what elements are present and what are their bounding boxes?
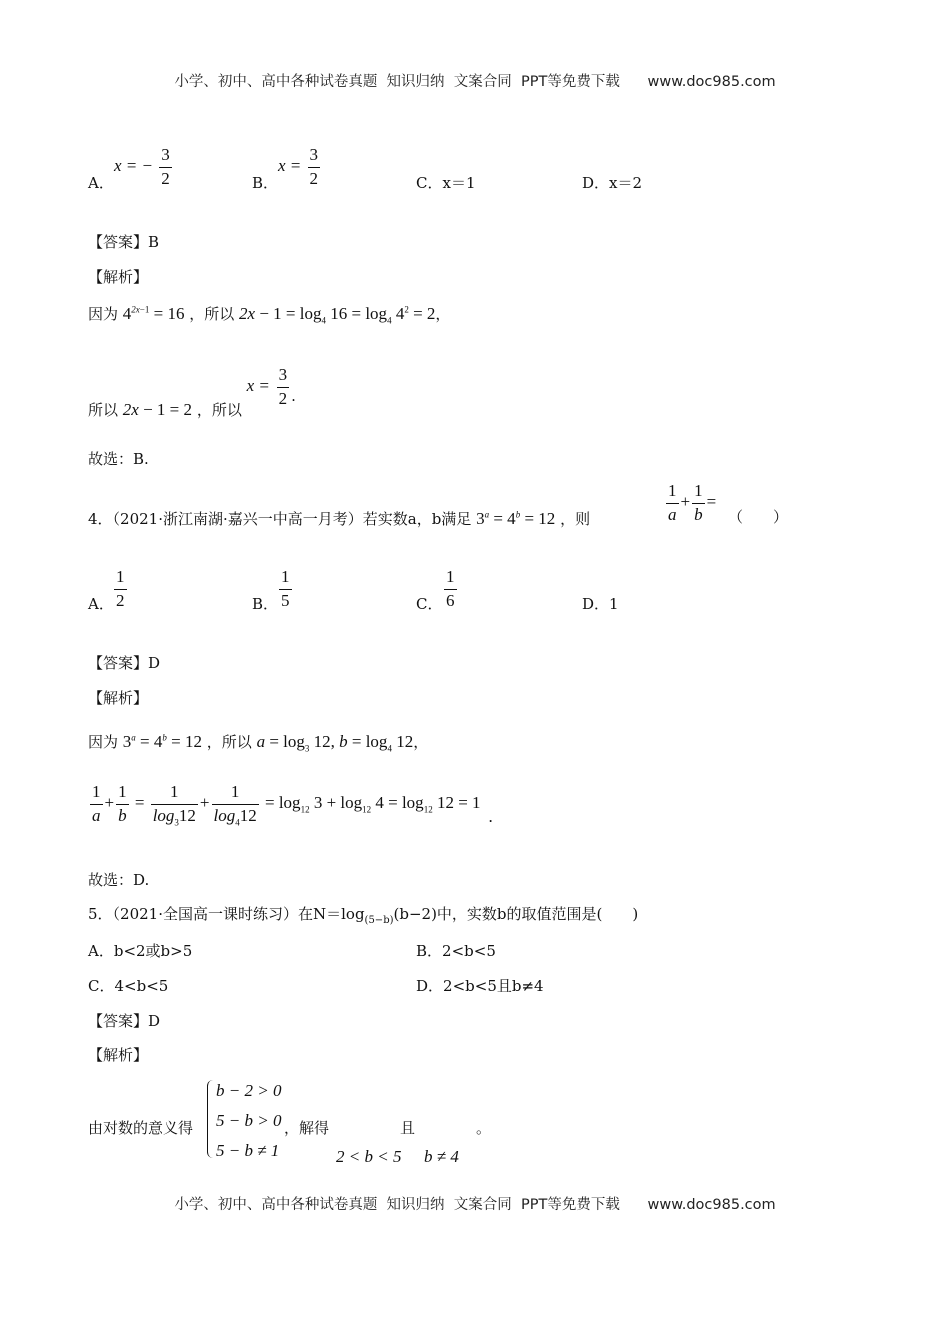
q4-analysis-title: 【解析】 [88,689,149,707]
q5-answer: 【答案】D [88,1012,161,1030]
q3-option-a-letter: A． [88,174,114,192]
q4-option-c: C． [416,595,443,613]
q4-stem: 4．（2021·浙江南湖·嘉兴一中高一月考）若实数a，b满足 $3^a = 4^b = 12$ ，则 [88,509,591,528]
q3-analysis-title: 【解析】 [88,268,149,286]
q5-option-b: B．2<b<5 [416,942,496,960]
q4-option-d: D．1 [582,595,619,613]
q3-option-c: C．x＝1 [416,174,476,192]
q4-option-a-frac: $\frac{1}{2}$ [116,567,125,610]
q3-option-b [252,176,278,191]
q4-answer: 【答案】D [88,654,161,672]
page-footer: 小学、初中、高中各种试卷真题 知识归纳 文案合同 PPT等免费下载 www.doc985.com [174,1197,776,1213]
q5-analysis-and: 且 [400,1119,416,1137]
q5-analysis-solve: ，解得 [284,1119,330,1137]
q3-option-b-math: x = $\frac{3}{2}$ [278,145,319,188]
q5-system-brace [207,1080,214,1158]
q4-conclusion: 故选：D. [88,871,150,889]
q3-conclusion: 故选：B. [88,450,149,468]
q4-option-b-frac: $\frac{1}{5}$ [281,567,290,610]
q4-option-c-frac: $\frac{1}{6}$ [446,567,455,610]
q4-option-a: A． [88,595,114,613]
q5-option-d: D．2<b<5且b≠4 [416,977,544,995]
q3-option-b-letter: B． [252,174,279,192]
q4-analysis-line1: 因为 $3^a = 4^b = 12$ ，所以 $a = \log_3 12$, $b = \log_4 12$， [88,732,429,754]
q3-answer: 【答案】B [88,233,160,251]
q4-stem-fraction: $\frac{1}{a}$ + $\frac{1}{b}$ = [668,481,717,524]
q3-option-d: D．x＝2 [582,174,643,192]
q4-option-b: B． [252,595,279,613]
q4-analysis-line2: $\frac{1}{a}$ + $\frac{1}{b}$ = $\frac{1}{\log_312}$ + $\frac{1}{\log_412}$ = $\log_{12} 3 + \log_{12} 4 = \log_{12} 12 = 1$. [92,782,493,828]
q5-result-exclusion: b ≠ 4 [424,1147,459,1166]
q5-analysis-lead: 由对数的意义得 [88,1119,194,1137]
q5-option-c: C．4<b<5 [88,977,169,995]
q5-system-row-2: 5 − b > 0 [216,1111,282,1130]
page-header: 小学、初中、高中各种试卷真题 知识归纳 文案合同 PPT等免费下载 www.doc985.com [174,74,776,90]
q3-analysis-line2: 所以 2x − 1 = 2 ，所以 x = $\frac{3}{2}$ . [88,365,296,420]
q5-result-range: 2 < b < 5 [336,1147,402,1166]
q3-option-a [88,146,114,192]
q5-analysis-end: 。 [476,1119,492,1137]
q5-stem: 5．（2021·全国高一课时练习）在$N=\log_{(5-b)}(b-2)$中，实数b的取值范围是( ) [88,905,639,926]
q5-option-a: A．b<2或b>5 [88,942,193,960]
q4-paren: （ ） [728,508,789,526]
q5-system-row-3: 5 − b ≠ 1 [216,1141,280,1160]
q5-system-row-1: b − 2 > 0 [216,1081,282,1100]
q3-analysis-line1: 因为 $4^{2x-1} = 16$ ，所以 $2x - 1 = \log_4 16 = \log_4 4^2 = 2$， [88,304,451,326]
q3-option-a-math: x = − $\frac{3}{2}$ [114,145,170,188]
q5-analysis-title: 【解析】 [88,1046,149,1064]
